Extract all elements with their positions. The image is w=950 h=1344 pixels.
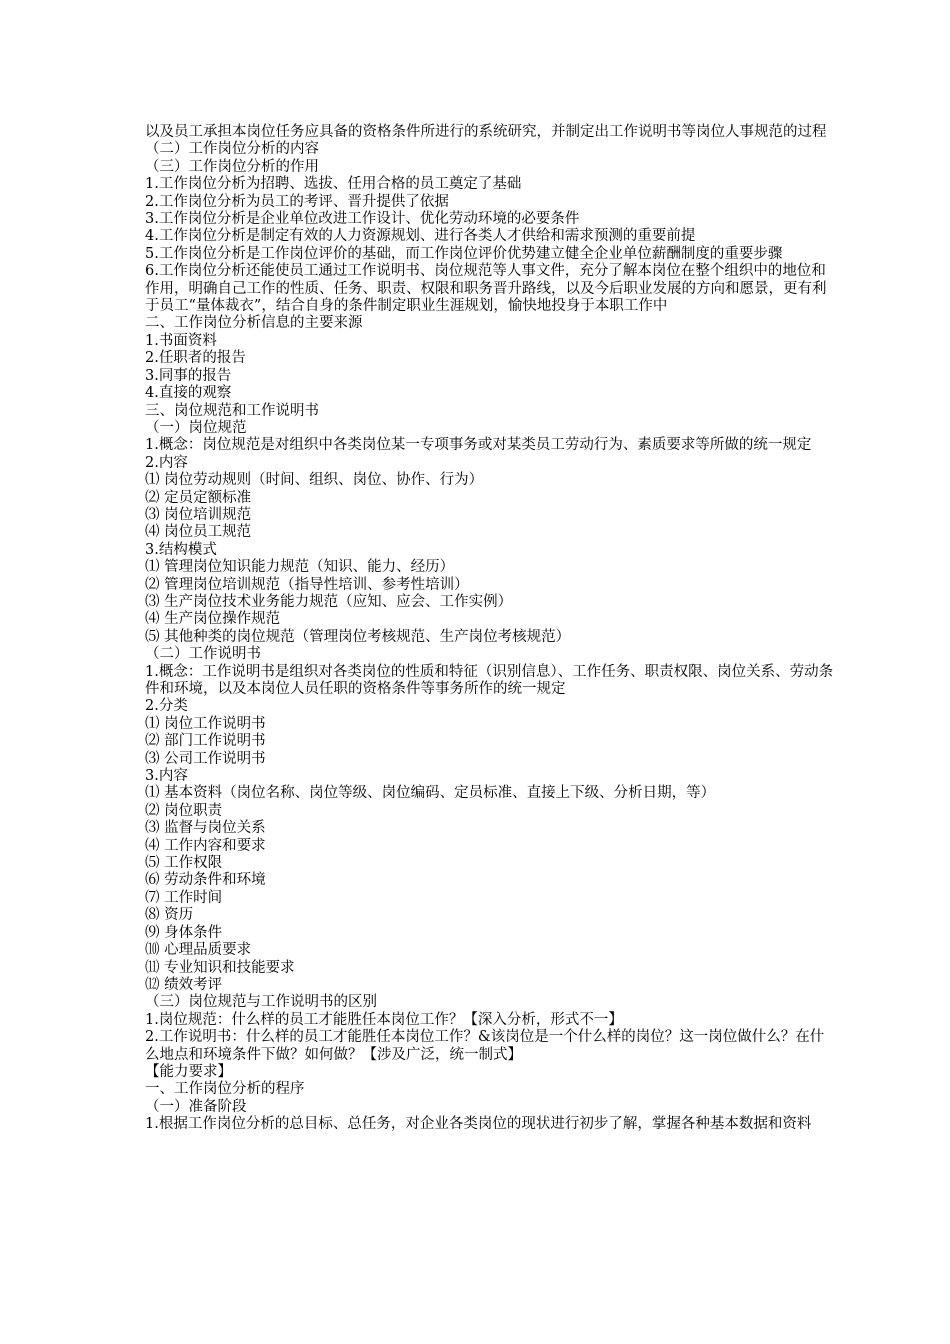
text-line: ⑹ 劳动条件和环境 <box>145 872 266 889</box>
text-line: 2.内容 <box>145 454 188 471</box>
text-line: ⑵ 部门工作说明书 <box>145 733 266 750</box>
text-line: 4.工作岗位分析是制定有效的人力资源规划、进行各类人才供给和需求预测的重要前提 <box>145 228 696 245</box>
text-line: （一）岗位规范 <box>145 419 247 436</box>
text-line: ⑶ 监督与岗位关系 <box>145 820 266 837</box>
text-line: ⑻ 资历 <box>145 907 194 924</box>
text-line: ⑿ 绩效考评 <box>145 976 223 993</box>
text-line: ⑸ 其他种类的岗位规范（管理岗位考核规范、生产岗位考核规范） <box>145 628 571 645</box>
text-line: ⑼ 身体条件 <box>145 924 223 941</box>
text-line: （二）工作说明书 <box>145 646 261 663</box>
text-line: 1.根据工作岗位分析的总目标、总任务，对企业各类岗位的现状进行初步了解，掌握各种基本数据和资料 <box>145 1116 812 1133</box>
text-line: 1.工作岗位分析为招聘、选拔、任用合格的员工奠定了基础 <box>145 176 522 193</box>
text-line: 3.工作岗位分析是企业单位改进工作设计、优化劳动环境的必要条件 <box>145 211 580 228</box>
text-line: ⑺ 工作时间 <box>145 889 223 906</box>
text-line: ⑴ 基本资料（岗位名称、岗位等级、岗位编码、定员标准、直接上下级、分析日期，等） <box>145 785 716 802</box>
text-line: ⑷ 工作内容和要求 <box>145 837 266 854</box>
text-line: 3.结构模式 <box>145 541 217 558</box>
text-line: 二、工作岗位分析信息的主要来源 <box>145 315 363 332</box>
text-line: （三）工作岗位分析的作用 <box>145 158 319 175</box>
text-line: 1.岗位规范：什么样的员工才能胜任本岗位工作？【深入分析，形式不一】 <box>145 1011 623 1028</box>
text-line: ⑵ 管理岗位培训规范（指导性培训、参考性培训） <box>145 576 469 593</box>
text-line: 6.工作岗位分析还能使员工通过工作说明书、岗位规范等人事文件，充分了解本岗位在整个组织中的地位和作用，明确自己工作的性质、任务、职责、权限和职务晋升路线，以及今后职业发展的方向和愿景，更有利于员工“量体裁衣”，结合自身的条件制定职业生涯规划，愉快地投身于本职工作中 <box>145 263 827 315</box>
text-line: 3.同事的报告 <box>145 367 232 384</box>
text-line: 2.任职者的报告 <box>145 350 246 367</box>
text-line: ⑷ 岗位员工规范 <box>145 524 252 541</box>
text-line: 三、岗位规范和工作说明书 <box>145 402 319 419</box>
text-line: 4.直接的观察 <box>145 385 232 402</box>
text-line: 3.内容 <box>145 768 188 785</box>
text-line: 以及员工承担本岗位任务应具备的资格条件所进行的系统研究，并制定出工作说明书等岗位人事规范的过程 <box>145 124 827 140</box>
text-line: ⑵ 岗位职责 <box>145 802 223 819</box>
text-line: ⑵ 定员定额标准 <box>145 489 252 506</box>
document-page <box>145 124 835 1134</box>
text-line: ⑸ 工作权限 <box>145 855 223 872</box>
text-line: 5.工作岗位分析是工作岗位评价的基础，而工作岗位评价优势建立健全企业单位薪酬制度的重要步骤 <box>145 245 783 262</box>
text-line: 2.工作岗位分析为员工的考评、晋升提供了依据 <box>145 193 449 210</box>
text-line: 一、工作岗位分析的程序 <box>145 1081 305 1098</box>
text-line: 2.工作说明书：什么样的员工才能胜任本岗位工作？&该岗位是一个什么样的岗位？这一岗位做什么？在什么地点和环境条件下做？如何做？【涉及广泛，统一制式】 <box>145 1029 825 1063</box>
text-line: （三）岗位规范与工作说明书的区别 <box>145 994 377 1011</box>
text-line: 1.概念：岗位规范是对组织中各类岗位某一专项事务或对某类员工劳动行为、素质要求等所做的统一规定 <box>145 437 812 454</box>
text-line: ⑶ 生产岗位技术业务能力规范（应知、应会、工作实例） <box>145 593 513 610</box>
text-line: （一）准备阶段 <box>145 1098 247 1115</box>
text-line: ⑶ 公司工作说明书 <box>145 750 266 767</box>
text-line: 1.概念：工作说明书是组织对各类岗位的性质和特征（识别信息）、工作任务、职责权限、岗位关系、劳动条件和环境，以及本岗位人员任职的资格条件等事务所作的统一规定 <box>145 663 834 697</box>
text-line: ⑷ 生产岗位操作规范 <box>145 611 281 628</box>
text-line: ⑴ 管理岗位知识能力规范（知识、能力、经历） <box>145 559 455 576</box>
text-line: ⑴ 岗位工作说明书 <box>145 715 266 732</box>
text-line: 2.分类 <box>145 698 188 715</box>
text-line: （二）工作岗位分析的内容 <box>145 141 319 158</box>
text-line: 1.书面资料 <box>145 332 217 349</box>
text-line: 【能力要求】 <box>145 1063 232 1080</box>
text-line: ⑶ 岗位培训规范 <box>145 506 252 523</box>
text-line: ⑴ 岗位劳动规则（时间、组织、岗位、协作、行为） <box>145 472 484 489</box>
text-line: ⑽ 心理品质要求 <box>145 942 252 959</box>
text-line: ⑾ 专业知识和技能要求 <box>145 959 295 976</box>
